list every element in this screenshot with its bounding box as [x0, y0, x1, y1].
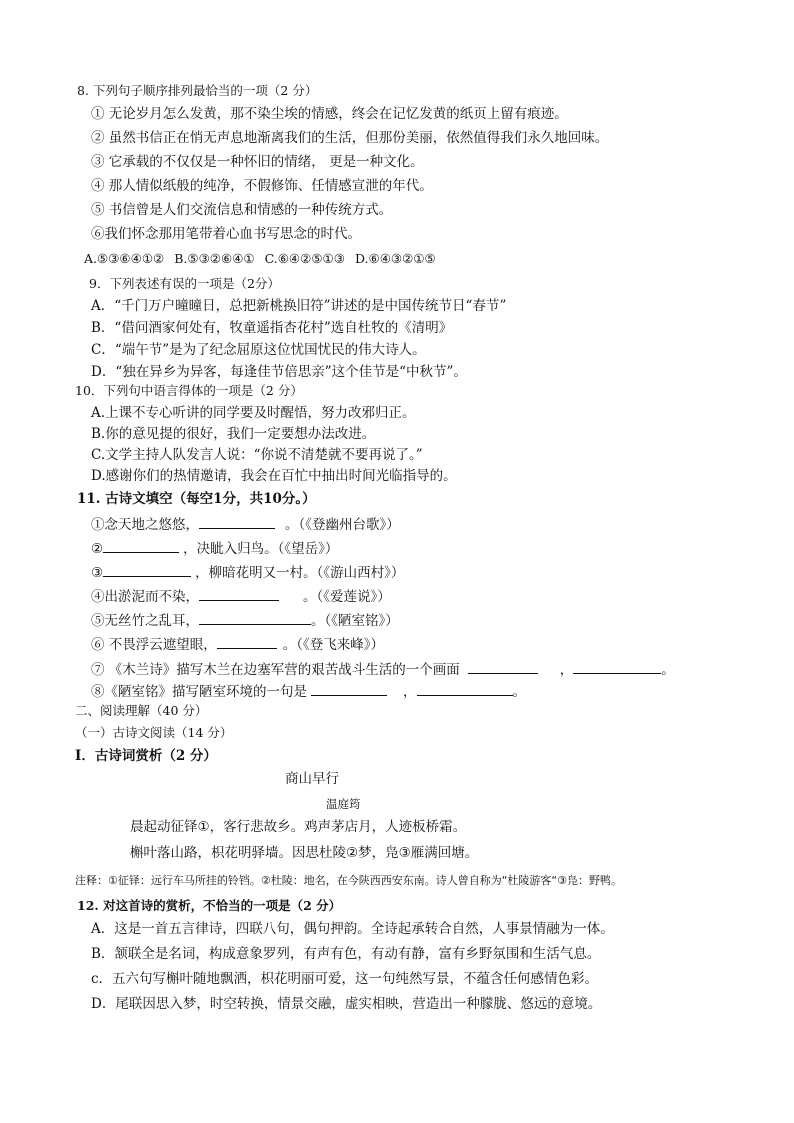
section-2-sub1: （一）古诗文阅读（14 分） — [75, 725, 233, 740]
poem-line-1: 晨起动征铎①，客行悲故乡。鸡声茅店月，人迹板桥霜。 — [130, 819, 467, 835]
q9-option: B．“借问酒家何处有，牧童遥指杏花村”选自杜牧的《清明》 — [91, 320, 453, 336]
q12-option: A．这是一首五言律诗，四联八句，偶句押韵。全诗起承转合自然，人事景情融为一体。 — [91, 921, 614, 937]
q8-options — [84, 249, 442, 269]
q8-option-c: C.⑥④②⑤①③ — [264, 251, 345, 266]
q11-stem: 11. 古诗文填空（每空1分，共10分。） — [77, 491, 316, 507]
poem-note: 注释：①征铎：远行车马所挂的铃铛。②杜陵：地名，在今陕西西安东南。诗人曾自称为“杜陵游客“③凫：野鸭。 — [75, 874, 622, 887]
q10-stem: 10．下列句中语言得体的一项是（2 分） — [75, 383, 303, 398]
q8-sentence: ① 无论岁月怎么发黄，那不染尘埃的情感，终会在记忆发黄的纸页上留有痕迹。 — [91, 106, 568, 122]
q8-sentence: ⑤ 书信曾是人们交流信息和情感的一种传统方式。 — [91, 202, 393, 218]
q11-item-3: ③ ，柳暗花明又一村。（《游山西村》） — [91, 562, 404, 583]
q9-option: C．“端午节”是为了纪念屈原这位忧国忧民的伟大诗人。 — [91, 342, 426, 358]
q8-option-a: A.⑤③⑥④①② — [84, 251, 165, 266]
q10-option: A.上课不专心听讲的同学要及时醒悟，努力改邪归正。 — [91, 405, 416, 421]
q9-option: D．“独在异乡为异客，每逢佳节倍思亲”这个佳节是“中秋节”。 — [91, 364, 467, 380]
q12-option: c．五六句写槲叶随地飘洒，枳花明丽可爱，这一句纯然写景，不蕴含任何感情色彩。 — [91, 971, 599, 987]
q8-sentence: ⑥我们怀念那用笔带着心血书写思念的时代。 — [91, 226, 361, 242]
q8-sentence: ④ 那人情似纸般的纯净，不假修饰、任情感宣泄的年代。 — [91, 178, 433, 194]
poem-title: 商山早行 — [285, 771, 339, 787]
poem-line-2: 槲叶落山路，枳花明驿墙。因思杜陵②梦，凫③雁满回塘。 — [130, 845, 479, 861]
q8-sentence: ② 虽然书信正在悄无声息地渐离我们的生活，但那份美丽，依然值得我们永久地回味。 — [91, 130, 609, 146]
q12-option: B．颔联全是名词，构成意象罗列，有声有色，有动有静，富有乡野氛围和生活气息。 — [91, 946, 601, 962]
q10-option: D.感谢你们的热情邀请，我会在百忙中抽出时间光临指导的。 — [91, 468, 457, 484]
q11-item-2: ② ，决眦入归鸟。（《望岳》） — [91, 538, 338, 559]
q10-option: B.你的意见提的很好，我们一定要想办法改进。 — [91, 426, 376, 442]
q11-item-6: ⑥ 不畏浮云遮望眼， 。（《登飞来峰》） — [91, 634, 384, 655]
q11-item-5: ⑤无丝竹之乱耳， 。（《陋室铭》） — [91, 610, 399, 631]
q9-stem: 9．下列表述有误的一项是（2分） — [89, 276, 280, 291]
poem-author: 温庭筠 — [326, 797, 361, 811]
q11-item-1: ①念天地之悠悠， 。（《登幽州台歌》） — [91, 514, 400, 535]
q12-stem: 12. 对这首诗的赏析，不恰当的一项是（2 分） — [77, 898, 342, 913]
q11-item-8: ⑧《陋室铭》描写陋室环境的一句是 ， 。 — [91, 681, 526, 702]
section-2-sub-i: I．古诗词赏析（2 分） — [75, 748, 217, 764]
section-2-title: 二、阅读理解（40 分） — [75, 703, 208, 718]
q8-stem: 8. 下列句子顺序排列最恰当的一项（2 分） — [77, 83, 318, 98]
q8-option-b: B.⑤③②⑥④① — [174, 251, 255, 266]
q8-option-d: D.⑥④③②①⑤ — [354, 251, 436, 266]
q11-item-7: ⑦ 《木兰诗》描写木兰在边塞军营的艰苦战斗生活的一个画面 ， 。 — [91, 659, 675, 680]
q8-sentence: ③ 它承载的不仅仅是一种怀旧的情绪， 更是一种文化。 — [91, 154, 424, 170]
q11-item-4: ④出淤泥而不染， 。（《爱莲说》） — [91, 586, 391, 607]
q10-option: C.文学主持人队发言人说：“你说不清楚就不要再说了。” — [91, 447, 423, 463]
q12-option: D．尾联因思入梦，时空转换，情景交融，虚实相映，营造出一种朦胧、悠远的意境。 — [91, 996, 602, 1012]
q9-option: A．“千门万户曈曈日，总把新桃换旧符”讲述的是中国传统节日“春节” — [91, 298, 507, 314]
